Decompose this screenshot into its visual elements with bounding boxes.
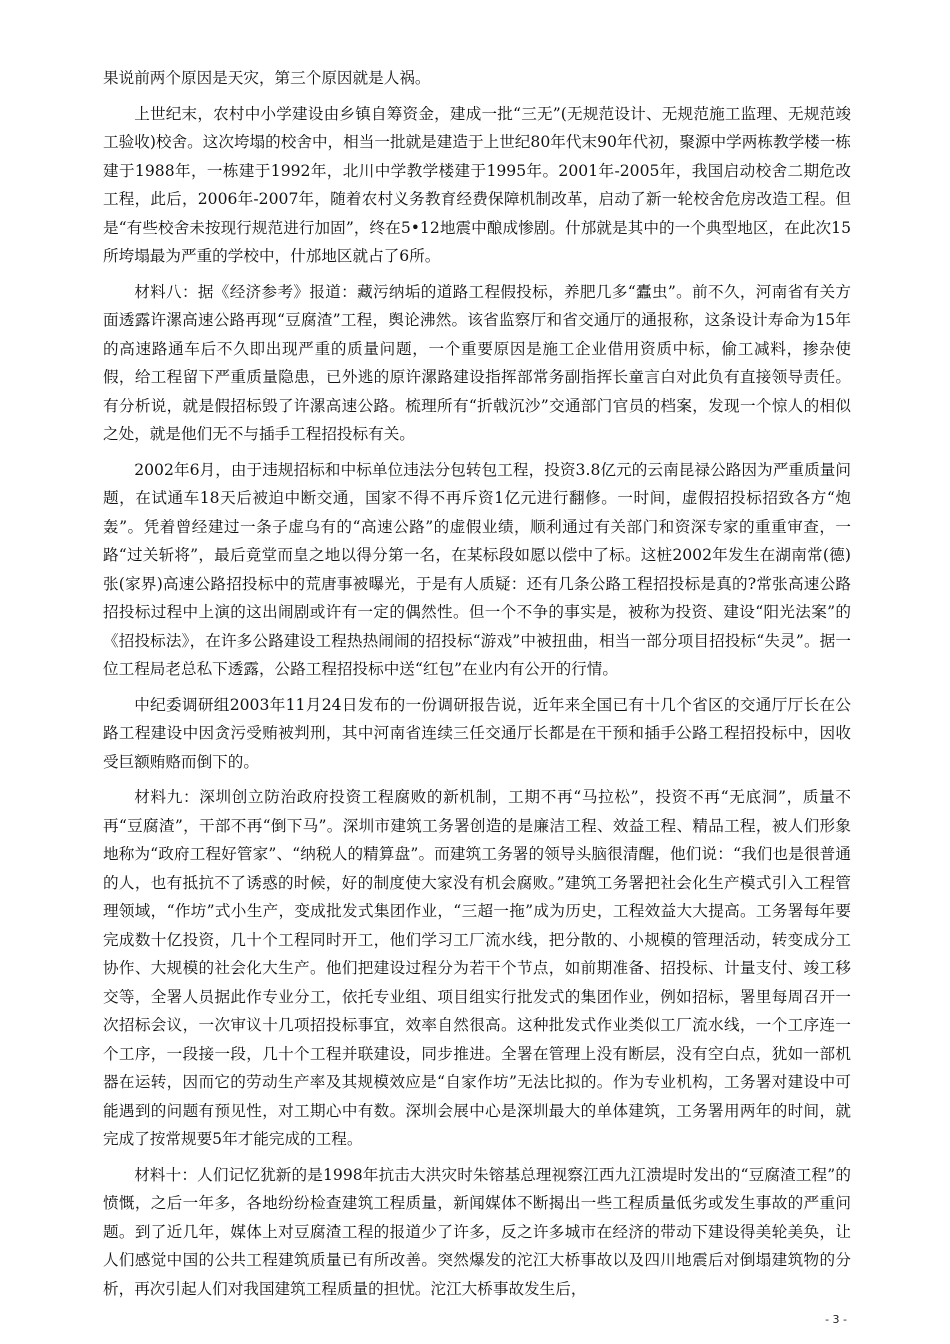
paragraph-material-8: 材料八：据《经济参考》报道：藏污纳垢的道路工程假投标，养肥几多“蠹虫”。前不久，河南省有关方面透露许漯高速公路再现“豆腐渣”工程，舆论沸然。该省监察厅和省交通厅的通报称，这条设计寿命为15年的高速路通车后不久即出现严重的质量问题，一个重要原因是施工企业借用资质中标，偷工减料，掺杂使假，给工程留下严重质量隐患，已外逃的原许漯路建设指挥部常务副指挥长童言白对此负有直接领导责任。有分析说，就是假招标毁了许漯高速公路。梳理所有“折戟沉沙”交通部门官员的档案，发现一个惊人的相似之处，就是他们无不与插手工程招投标有关。 [103, 282, 851, 443]
paragraph-material-10: 材料十：人们记忆犹新的是1998年抗击大洪灾时朱镕基总理视察江西九江溃堤时发出的“豆腐渣工程”的愤慨，之后一年多，各地纷纷检查建筑工程质量，新闻媒体不断揭出一些工程质量低劣或发生事故的严重问题。到了近几年，媒体上对豆腐渣工程的报道少了许多，反之许多城市在经济的带动下建设得美轮美奂，让人们感觉中国的公共工程建筑质量已有所改善。突然爆发的沱江大桥事故以及四川地震后对倒塌建筑物的分析，再次引起人们对我国建筑工程质量的担忧。沱江大桥事故发生后， [103, 1165, 851, 1298]
paragraph-2002-yunnan: 2002年6月，由于违规招标和中标单位违法分包转包工程，投资3.8亿元的云南昆禄公路因为严重质量问题，在试通车18天后被迫中断交通，国家不得不再斥资1亿元进行翻修。一时间，虚假招投标招致各方“炮轰”。凭着曾经建过一条子虚乌有的“高速公路”的虚假业绩，顺利通过有关部门和资深专家的重重审查，一路“过关斩将”，最后竟堂而皇之地以得分第一名，在某标段如愿以偿中了标。这桩2002年发生在湖南常(德)张(家界)高速公路招投标中的荒唐事被曝光，于是有人质疑：还有几条公路工程招投标是真的?常张高速公路招投标过程中上演的这出闹剧或许有一定的偶然性。但一个不争的事实是，被称为投资、建设“阳光法案”的《招投标法》，在许多公路建设工程热热闹闹的招投标“游戏”中被扭曲，相当一部分项目招投标“失灵”。据一位工程局老总私下透露，公路工程招投标中送“红包”在业内有公开的行情。 [103, 460, 852, 678]
paragraph-rural-schools: 上世纪末，农村中小学建设由乡镇自筹资金，建成一批“三无”(无规范设计、无规范施工监理、无规范竣工验收)校舍。这次垮塌的校舍中，相当一批就是建造于上世纪80年代末90年代初，聚源中学两栋教学楼一栋建于1988年，一栋建于1992年，北川中学教学楼建于1995年。2001年-2005年，我国启动校舍二期危改工程，此后，2006年-2007年，随着农村义务教育经费保障机制改革，启动了新一轮校舍危房改造工程。但是“有些校舍未按现行规范进行加固”，终在5•12地震中酿成惨剧。什邡就是其中的一个典型地区，在此次15所垮塌最为严重的学校中，什邡地区就占了6所。 [103, 104, 851, 265]
document-body [103, 64, 851, 1310]
paragraph-continuation: 果说前两个原因是天灾，第三个原因就是人祸。 [103, 69, 431, 87]
page-number: - 3 - [825, 1313, 847, 1326]
paragraph-material-9: 材料九：深圳创立防治政府投资工程腐败的新机制，工期不再“马拉松”，投资不再“无底洞”，质量不再“豆腐渣”，干部不再“倒下马”。深圳市建筑工务署创造的是廉洁工程、效益工程、精品工程，被人们形象地称为“政府工程好管家”、“纳税人的精算盘”。而建筑工务署的领导头脑很清醒，他们说：“我们也是很普通的人，也有抵抗不了诱惑的时候，好的制度使大家没有机会腐败。”建筑工务署把社会化生产模式引入工程管理领域，“作坊”式小生产，变成批发式集团作业，“三超一拖”成为历史，工程效益大大提高。工务署每年要完成数十亿投资，几十个工程同时开工，他们学习工厂流水线，把分散的、小规模的管理活动，转变成分工协作、大规模的社会化大生产。他们把建设过程分为若干个节点，如前期准备、招投标、计量支付、竣工移交等，全署人员据此作专业分工，依托专业组、项目组实行批发式的集团作业，例如招标，署里每周召开一次招标会议，一次审议十几项招投标事宜，效率自然很高。这种批发式作业类似工厂流水线，一个工序连一个工序，一段接一段，几十个工程并联建设，同步推进。全署在管理上没有断层，没有空白点，犹如一部机器在运转，因而它的劳动生产率及其规模效应是“自家作坊”无法比拟的。作为专业机构，工务署对建设中可能遇到的问题有预见性，对工期心中有数。深圳会展中心是深圳最大的单体建筑，工务署用两年的时间，就完成了按常规要5年才能完成的工程。 [103, 788, 851, 1148]
paragraph-ccdi-report: 中纪委调研组2003年11月24日发布的一份调研报告说，近年来全国已有十几个省区的交通厅厅长在公路工程建设中因贪污受贿被判刑，其中河南省连续三任交通厅长都是在干预和插手公路工程招投标中，因收受巨额贿赂而倒下的。 [103, 695, 851, 771]
